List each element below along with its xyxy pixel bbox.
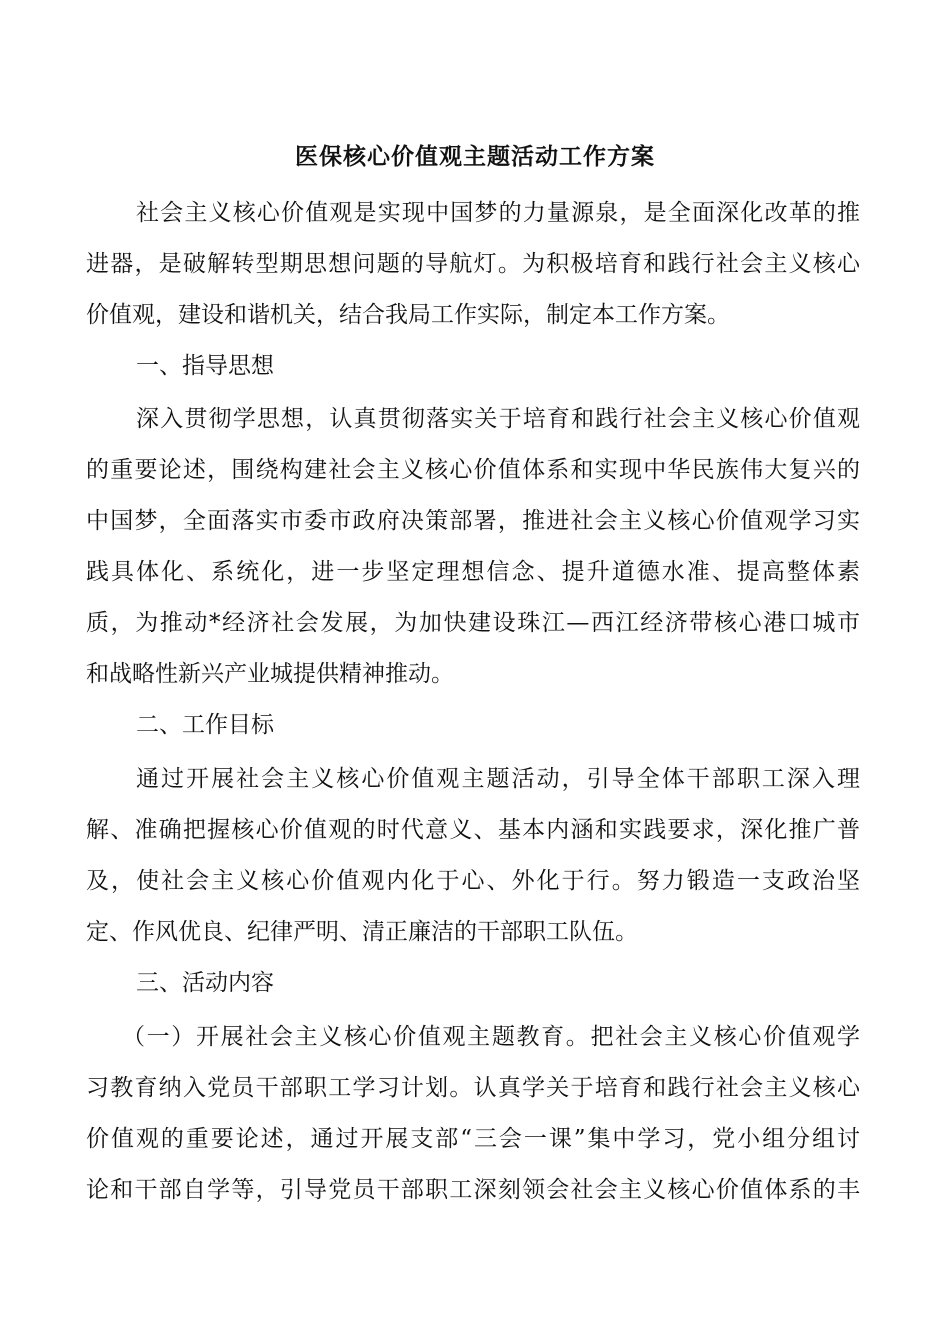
section1-line-2: 的重要论述，围绕构建社会主义核心价值体系和实现中华民族伟大复兴的 [86, 457, 860, 483]
section1-line-5: 质，为推动*经济社会发展，为加快建设珠江—西江经济带核心港口城市 [86, 610, 860, 636]
section3-line-2: 习教育纳入党员干部职工学习计划。认真学关于培育和践行社会主义核心 [86, 1075, 860, 1101]
intro-line-2: 进器，是破解转型期思想问题的导航灯。为积极培育和践行社会主义核心 [86, 251, 860, 277]
section1-line-6: 和战略性新兴产业城提供精神推动。 [86, 661, 454, 687]
document-title: 医保核心价值观主题活动工作方案 [295, 143, 655, 170]
section3-line-4: 论和干部自学等，引导党员干部职工深刻领会社会主义核心价值体系的丰 [86, 1177, 860, 1203]
section1-line-4: 践具体化、系统化，进一步坚定理想信念、提升道德水准、提高整体素 [86, 559, 860, 585]
section3-line-3: 价值观的重要论述，通过开展支部“三会一课”集中学习，党小组分组讨 [86, 1126, 860, 1152]
section1-line-3: 中国梦，全面落实市委市政府决策部署，推进社会主义核心价值观学习实 [86, 508, 860, 534]
section2-line-2: 解、准确把握核心价值观的时代意义、基本内涵和实践要求，深化推广普 [86, 817, 860, 843]
section-heading-activity-content: 三、活动内容 [136, 970, 274, 996]
intro-line-3: 价值观，建设和谐机关，结合我局工作实际，制定本工作方案。 [86, 302, 730, 328]
section2-line-4: 定、作风优良、纪律严明、清正廉洁的干部职工队伍。 [86, 919, 638, 945]
section1-line-1: 深入贯彻学思想，认真贯彻落实关于培育和践行社会主义核心价值观 [136, 406, 860, 432]
section2-line-1: 通过开展社会主义核心价值观主题活动，引导全体干部职工深入理 [136, 766, 860, 792]
section-heading-guiding-thought: 一、指导思想 [136, 353, 274, 379]
section-heading-work-goal: 二、工作目标 [136, 712, 274, 738]
intro-line-1: 社会主义核心价值观是实现中国梦的力量源泉，是全面深化改革的推 [136, 200, 860, 226]
section2-line-3: 及，使社会主义核心价值观内化于心、外化于行。努力锻造一支政治坚 [86, 868, 860, 894]
section3-line-1: （一）开展社会主义核心价值观主题教育。把社会主义核心价值观学 [122, 1024, 860, 1050]
